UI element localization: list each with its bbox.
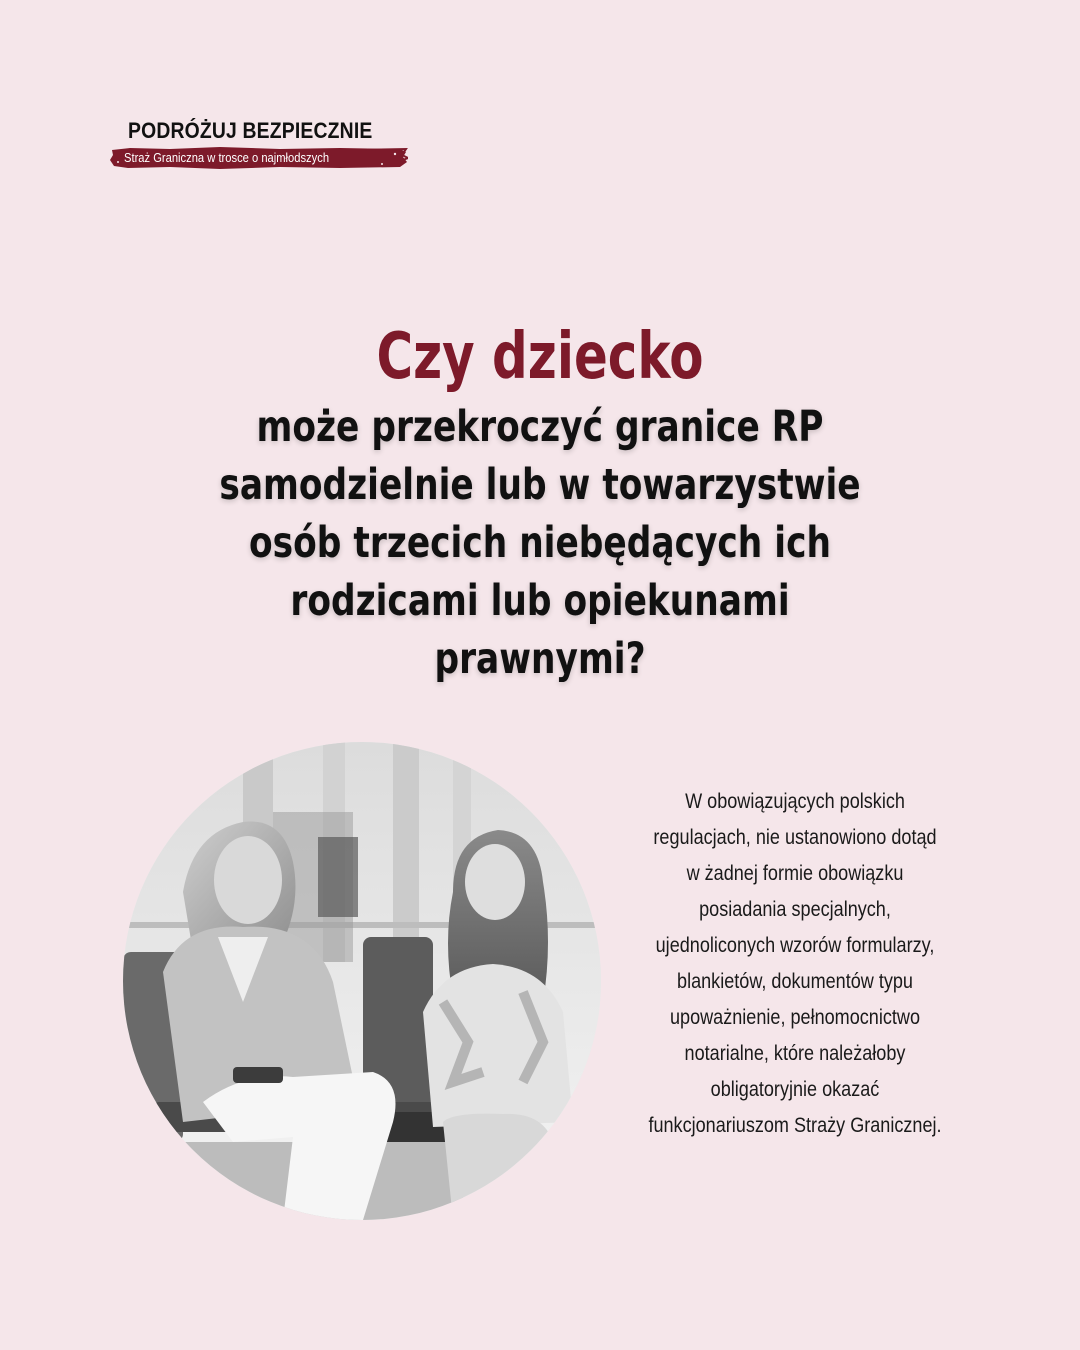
brand-strip xyxy=(110,146,408,170)
headline-line: prawnymi? xyxy=(434,634,646,684)
photo-illustration xyxy=(123,742,601,1220)
body-line: ujednoliconych wzorów formularzy, xyxy=(655,934,935,957)
headline-line: samodzielnie lub w towarzystwie xyxy=(219,460,861,510)
headline-line: rodzicami lub opiekunami xyxy=(290,576,790,626)
brand-logo xyxy=(110,118,410,170)
headline-main: Czy dziecko xyxy=(376,320,704,394)
body-line: upoważnienie, pełnomocnictwo xyxy=(670,1006,920,1029)
photo-mother-and-daughter xyxy=(123,742,601,1220)
headline-question xyxy=(180,398,900,688)
body-line: blankietów, dokumentów typu xyxy=(677,970,913,993)
brand-subtitle: Straż Graniczna w trosce o najmłodszych xyxy=(124,150,330,165)
body-text xyxy=(612,784,978,1144)
body-line: w żadnej formie obowiązku xyxy=(686,862,904,885)
body-line: W obowiązujących polskich xyxy=(685,790,905,813)
headline xyxy=(90,312,990,688)
brand-title: PODRÓŻUJ BEZPIECZNIE xyxy=(128,118,373,143)
body-line: regulacjach, nie ustanowiono dotąd xyxy=(653,826,937,849)
headline-line: osób trzecich niebędących ich xyxy=(249,518,831,568)
headline-line: może przekroczyć granice RP xyxy=(256,402,824,452)
body-line: funkcjonariuszom Straży Granicznej. xyxy=(648,1114,942,1137)
body-line: obligatoryjnie okazać xyxy=(710,1078,880,1101)
body-line: notarialne, które należałoby xyxy=(684,1042,906,1065)
body-line: posiadania specjalnych, xyxy=(699,898,891,921)
